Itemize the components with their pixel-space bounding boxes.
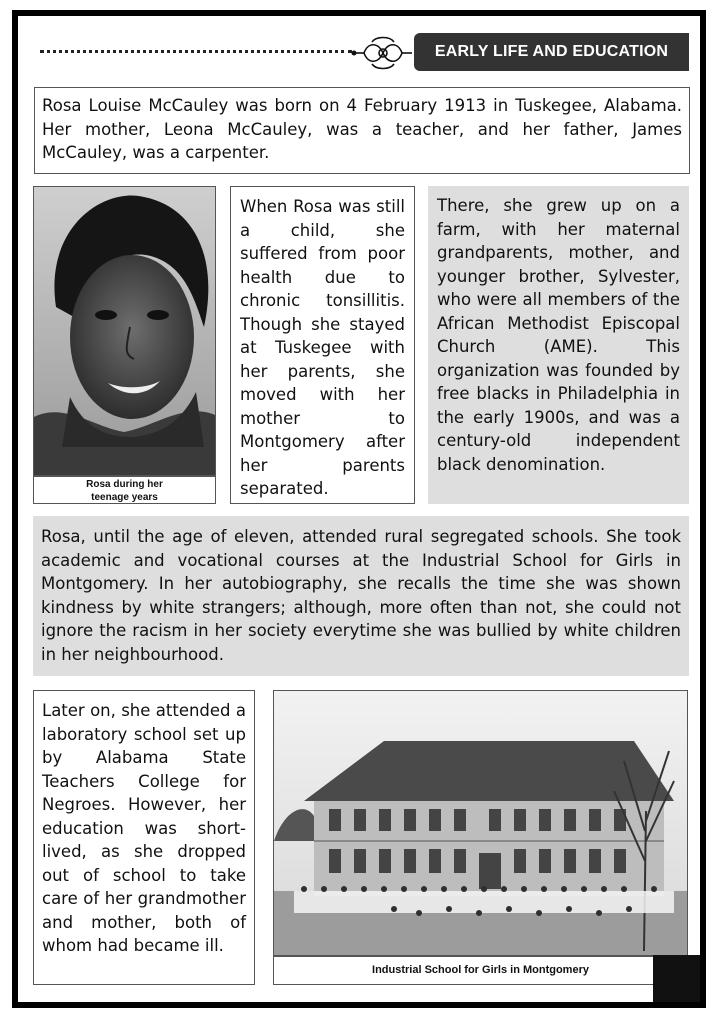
rosa-portrait-image (33, 186, 216, 476)
school-photo-caption: Industrial School for Girls in Montgomery (273, 956, 688, 985)
farm-paragraph: There, she grew up on a farm, with her maternal grandparents, mother, and younger brother, Sylvester, who were all members of the African Methodist Episcopal Church (AME). This organization was founded by free blacks in Philadelphia in the early 1900s, and was a century-old independent black denomination. (428, 186, 689, 504)
schooling-paragraph: Rosa, until the age of eleven, attended rural segregated schools. She took academic and vocational courses at the Industrial School for Girls in Montgomery. In her autobiography, she recalls the time she was shown kindness by white strangers; although, more often than not, she could not ignore the racism in her society everytime she was bullied by white children in her neighbourhood. (33, 516, 689, 676)
portrait-caption-line1: Rosa during her (86, 479, 163, 490)
section-title: EARLY LIFE AND EDUCATION (434, 43, 669, 60)
childhood-paragraph: When Rosa was still a child, she suffered from poor health due to chronic tonsillitis. Though she stayed at Tuskegee with her parents, she moved with her mother to Montgomery after her parents separated. (230, 186, 415, 504)
portrait-caption (33, 476, 216, 504)
industrial-school-image (273, 690, 688, 956)
section-header (414, 33, 689, 71)
later-education-paragraph: Later on, she attended a laboratory school set up by Alabama State Teachers College for Negroes. However, her education was short-lived, as she dropped out of school to take care of her grandmother and mother, both of whom had became ill. (33, 690, 255, 985)
corner-decoration (653, 955, 700, 1002)
ornament-icon (350, 34, 416, 72)
portrait-caption-line2: teenage years (91, 492, 158, 503)
intro-paragraph: Rosa Louise McCauley was born on 4 February 1913 in Tuskegee, Alabama. Her mother, Leona McCauley, was a teacher, and her father, James McCauley, was a carpenter. (34, 87, 690, 174)
dotted-rule (40, 50, 352, 55)
